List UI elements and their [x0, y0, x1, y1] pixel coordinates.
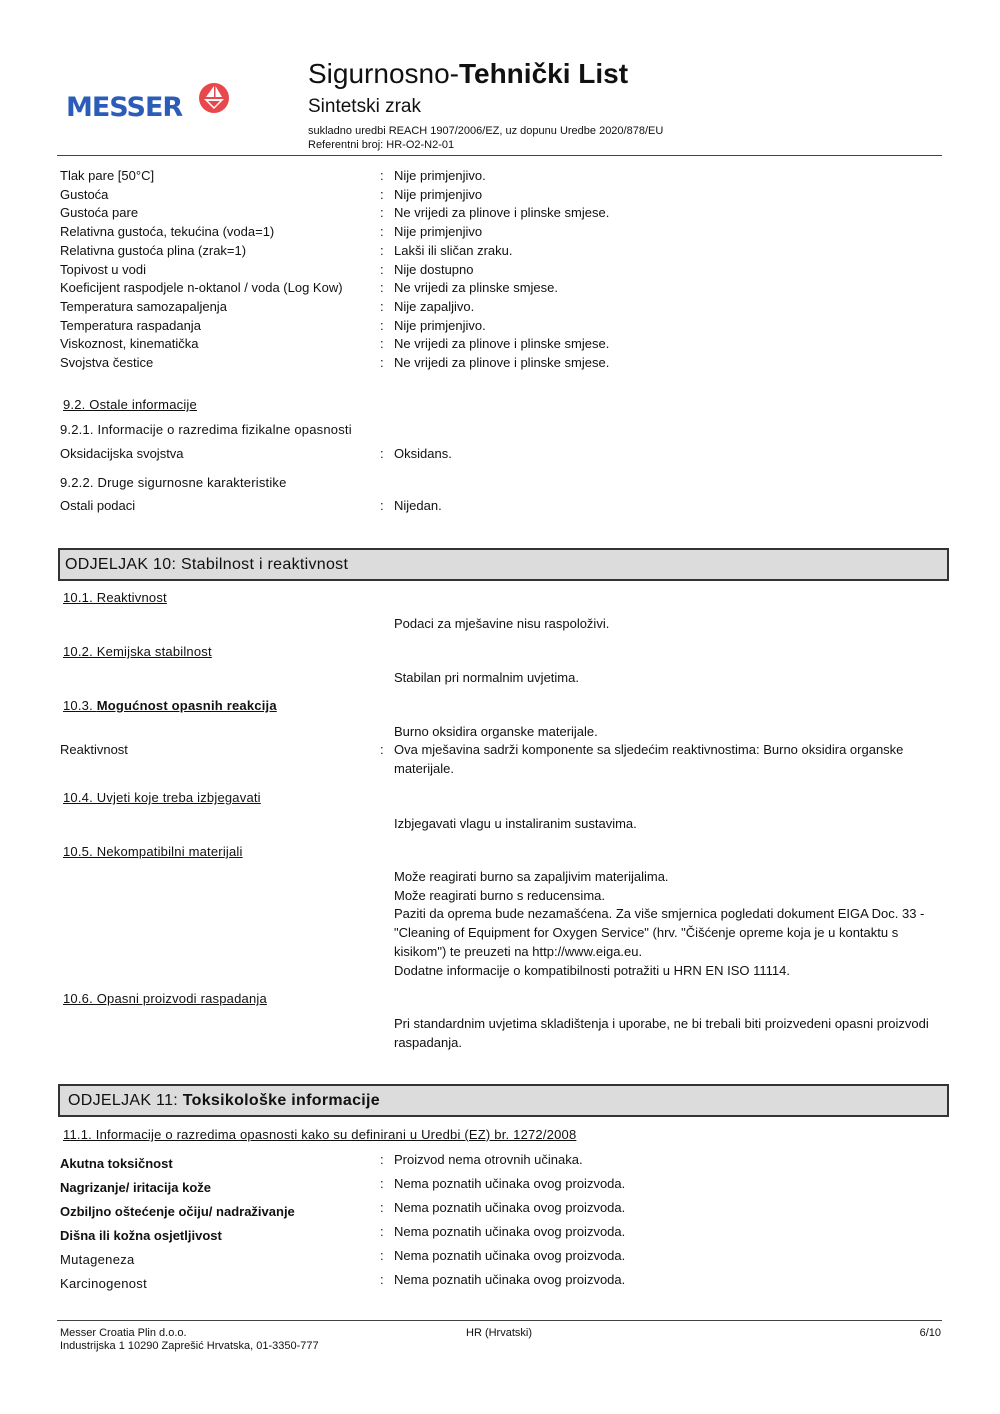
colon-separator: :: [380, 1248, 384, 1263]
property-value: Lakši ili sličan zraku.: [394, 242, 513, 258]
footer-divider: [57, 1320, 942, 1321]
property-label: Viskoznost, kinematička: [60, 336, 199, 352]
property-value: Nije zapaljivo.: [394, 298, 475, 314]
colon-separator: :: [380, 355, 384, 370]
section-10-1-heading: 10.1. Reaktivnost: [63, 590, 167, 605]
property-label: Svojstva čestice: [60, 355, 154, 370]
property-label: Koeficijent raspodjele n-oktanol / voda (Log Kow): [60, 280, 343, 296]
colon-separator: :: [380, 280, 384, 296]
colon-separator: :: [380, 1272, 384, 1287]
property-label: Gustoća: [60, 186, 109, 202]
logo-text: MESSER: [66, 92, 183, 123]
property-value: Nijedan.: [394, 498, 442, 513]
reference-number: Referentni broj: HR-O2-N2-01: [308, 139, 455, 151]
section-10-5-heading: 10.5. Nekompatibilni materijali: [63, 844, 243, 859]
section-10-5-text: [394, 868, 944, 980]
reactivity-value: Ova mješavina sadrži komponente sa sljedećim reaktivnostima: Burno oksidira organske materijale.: [394, 742, 904, 776]
messer-logo: [66, 82, 236, 126]
property-label: Tlak pare [50°C]: [60, 168, 155, 183]
property-value: Ne vrijedi za plinove i plinske smjese.: [394, 355, 610, 370]
toxicology-label: Akutna toksičnost: [60, 1156, 173, 1171]
toxicology-value: Proizvod nema otrovnih učinaka.: [394, 1152, 583, 1167]
colon-separator: :: [380, 1176, 384, 1191]
toxicology-label: Mutageneza: [60, 1252, 135, 1267]
section-10-2-text: Stabilan pri normalnim uvjetima.: [394, 670, 579, 685]
colon-separator: :: [380, 1152, 384, 1167]
toxicology-value: Nema poznatih učinaka ovog proizvoda.: [394, 1272, 626, 1287]
text-line: Može reagirati burno s reducensima.: [394, 887, 605, 903]
toxicology-label: Dišna ili kožna osjetljivost: [60, 1228, 222, 1243]
property-value: Nije primjenjivo.: [394, 168, 486, 183]
section-10-2-heading: 10.2. Kemijska stabilnost: [63, 644, 212, 659]
section-11-1-heading: 11.1. Informacije o razredima opasnosti kako su definirani u Uredbi (EZ) br. 1272/2008: [63, 1127, 577, 1142]
property-value: Ne vrijedi za plinove i plinske smjese.: [394, 336, 610, 352]
product-name: Sintetski zrak: [308, 96, 421, 117]
property-label: Temperatura samozapaljenja: [60, 298, 227, 314]
toxicology-value: Nema poznatih učinaka ovog proizvoda.: [394, 1200, 626, 1215]
page-number: 6/10: [919, 1327, 941, 1339]
property-label: Topivost u vodi: [60, 261, 146, 277]
property-value: Ne vrijedi za plinove i plinske smjese.: [394, 205, 610, 221]
text-line: Može reagirati burno sa zapaljivim materijalima.: [394, 869, 669, 884]
text-line: Paziti da oprema bude nezamašćena. Za više smjernica pogledati dokument EIGA Doc. 33 -"Cleaning of Equipment for Oxygen Service" (hrv. "Čišćenje opreme koja je u kontaktu s kisikom") te preuzeti na http://www.eiga.eu.: [394, 906, 925, 959]
regulation-info: [308, 124, 663, 152]
section-11-header: ODJELJAK 11: Toksikološke informacije: [58, 1084, 949, 1117]
property-value: Nije primjenjivo: [394, 224, 483, 240]
section-10-6-heading: 10.6. Opasni proizvodi raspadanja: [63, 991, 267, 1006]
section-9-2-1-heading: 9.2.1. Informacije o razredima fizikalne opasnosti: [60, 422, 352, 437]
company-name: Messer Croatia Plin d.o.o.: [60, 1327, 187, 1339]
section-10-header: ODJELJAK 10: Stabilnost i reaktivnost: [58, 548, 949, 581]
property-label: Relativna gustoća plina (zrak=1): [60, 242, 247, 258]
property-value: Oksidans.: [394, 446, 452, 461]
text-line: Dodatne informacije o kompatibilnosti potražiti u HRN EN ISO 11114.: [394, 962, 790, 978]
header-divider: [57, 155, 942, 156]
property-label: Gustoća pare: [60, 205, 139, 221]
section-9-2-heading: 9.2. Ostale informacije: [63, 397, 197, 412]
property-label: Reaktivnost: [60, 742, 128, 757]
colon-separator: :: [380, 261, 384, 277]
property-label: Temperatura raspadanja: [60, 317, 201, 333]
footer-language: HR (Hrvatski): [466, 1327, 532, 1339]
section-10-3-text: Burno oksidira organske materijale.: [394, 724, 598, 739]
colon-separator: :: [380, 1200, 384, 1215]
toxicology-value: Nema poznatih učinaka ovog proizvoda.: [394, 1224, 626, 1239]
document-title: Sigurnosno-Tehnički List: [308, 58, 629, 89]
colon-separator: :: [380, 317, 384, 333]
property-label: Ostali podaci: [60, 498, 136, 513]
property-value: Nije dostupno: [394, 261, 474, 277]
colon-separator: :: [380, 168, 384, 183]
colon-separator: :: [380, 186, 384, 202]
section-10-4-heading: 10.4. Uvjeti koje treba izbjegavati: [63, 790, 261, 805]
colon-separator: :: [380, 205, 384, 221]
toxicology-label: Ozbiljno oštećenje očiju/ nadraživanje: [60, 1204, 295, 1219]
toxicology-value: Nema poznatih učinaka ovog proizvoda.: [394, 1248, 626, 1263]
section-10-4-text: Izbjegavati vlagu u instaliranim sustavima.: [394, 816, 637, 831]
toxicology-value: Nema poznatih učinaka ovog proizvoda.: [394, 1176, 626, 1191]
colon-separator: :: [380, 336, 384, 352]
toxicology-label: Nagrizanje/ iritacija kože: [60, 1180, 212, 1195]
regulation-text: sukladno uredbi REACH 1907/2006/EZ, uz dopunu Uredbe 2020/878/EU: [308, 125, 664, 137]
messer-logo-icon: [198, 82, 230, 114]
toxicology-label: Karcinogenost: [60, 1276, 148, 1291]
colon-separator: :: [380, 298, 384, 314]
property-value: Nije primjenjivo.: [394, 317, 486, 333]
section-9-2-2-heading: 9.2.2. Druge sigurnosne karakteristike: [60, 475, 287, 490]
section-10-1-text: Podaci za mješavine nisu raspoloživi.: [394, 616, 610, 631]
section-10-3-heading: 10.3. Mogućnost opasnih reakcija: [63, 698, 277, 713]
property-label: Relativna gustoća, tekućina (voda=1): [60, 224, 275, 240]
footer-company: [60, 1327, 319, 1353]
colon-separator: :: [380, 1224, 384, 1239]
property-label: Oksidacijska svojstva: [60, 446, 184, 461]
section-10-6-text: Pri standardnim uvjetima skladištenja i uporabe, ne bi trebali biti proizvedeni opasni proizvodi raspadanja.: [394, 1016, 929, 1050]
company-address: Industrijska 1 10290 Zaprešić Hrvatska, 01-3350-777: [60, 1340, 319, 1352]
property-value: Nije primjenjivo: [394, 186, 483, 202]
colon-separator: :: [380, 242, 384, 258]
colon-separator: :: [380, 224, 384, 240]
property-value: Ne vrijedi za plinske smjese.: [394, 280, 559, 296]
